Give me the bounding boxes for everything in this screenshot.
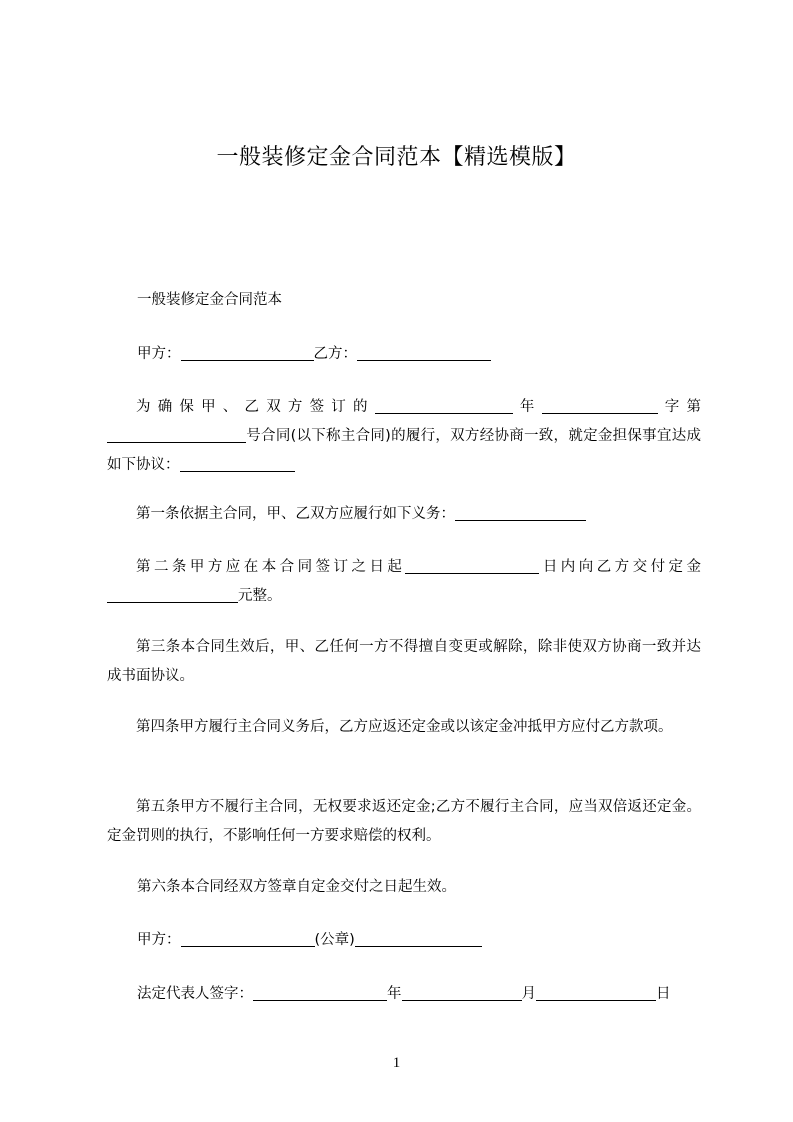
party-b-label: 乙方： [313, 346, 357, 362]
seal-blank [355, 930, 482, 947]
party-a-blank [181, 344, 314, 361]
party-a-label: 甲方： [137, 346, 181, 362]
party-a-signature: 甲方： (公章) [137, 926, 482, 955]
agreement-blank [180, 455, 295, 472]
party-a-sign-blank [181, 930, 315, 947]
article-2: 第二条甲方应在本合同签订之日起 日内向乙方交付定金元整。 [107, 553, 701, 611]
article-1: 第一条依据主合同，甲、乙双方应履行如下义务： [107, 500, 701, 529]
document-title: 一般装修定金合同范本【精选模版】 [216, 145, 577, 170]
article-4: 第四条甲方履行主合同义务后，乙方应返还定金或以该定金冲抵甲方应付乙方款项。 [136, 719, 673, 735]
intro-paragraph: 为确保甲、乙双方签订的 年 字第号合同(以下称主合同)的履行，双方经协商一致，就定金担保事宜达成如下协议： [107, 399, 702, 473]
article-6: 第六条本合同经双方签章自定金交付之日起生效。 [137, 879, 456, 895]
document-subtitle: 一般装修定金合同范本 [137, 292, 282, 308]
year-blank [542, 397, 658, 414]
deposit-amount-blank [107, 586, 238, 603]
sign-month-blank [536, 984, 656, 1001]
page-number: 1 [392, 1055, 401, 1071]
number-blank [107, 426, 246, 443]
article-5: 第五条甲方不履行主合同，无权要求返还定金;乙方不履行主合同，应当双倍返还定金。定金罚则的执行，不影响任何一方要求赔偿的权利。 [107, 799, 701, 844]
article-3: 第三条本合同生效后，甲、乙任何一方不得擅自变更或解除，除非使双方协商一致并达成书面协议。 [107, 639, 701, 684]
party-b-blank [357, 344, 491, 361]
contract-blank [375, 397, 513, 414]
rep-sign-blank [253, 984, 387, 1001]
representative-signature: 法定代表人签字： 年 月 日 [137, 986, 671, 1002]
parties-line [137, 340, 491, 369]
days-blank [405, 557, 539, 574]
sign-year-blank [402, 984, 522, 1001]
obligation-blank [455, 504, 586, 521]
